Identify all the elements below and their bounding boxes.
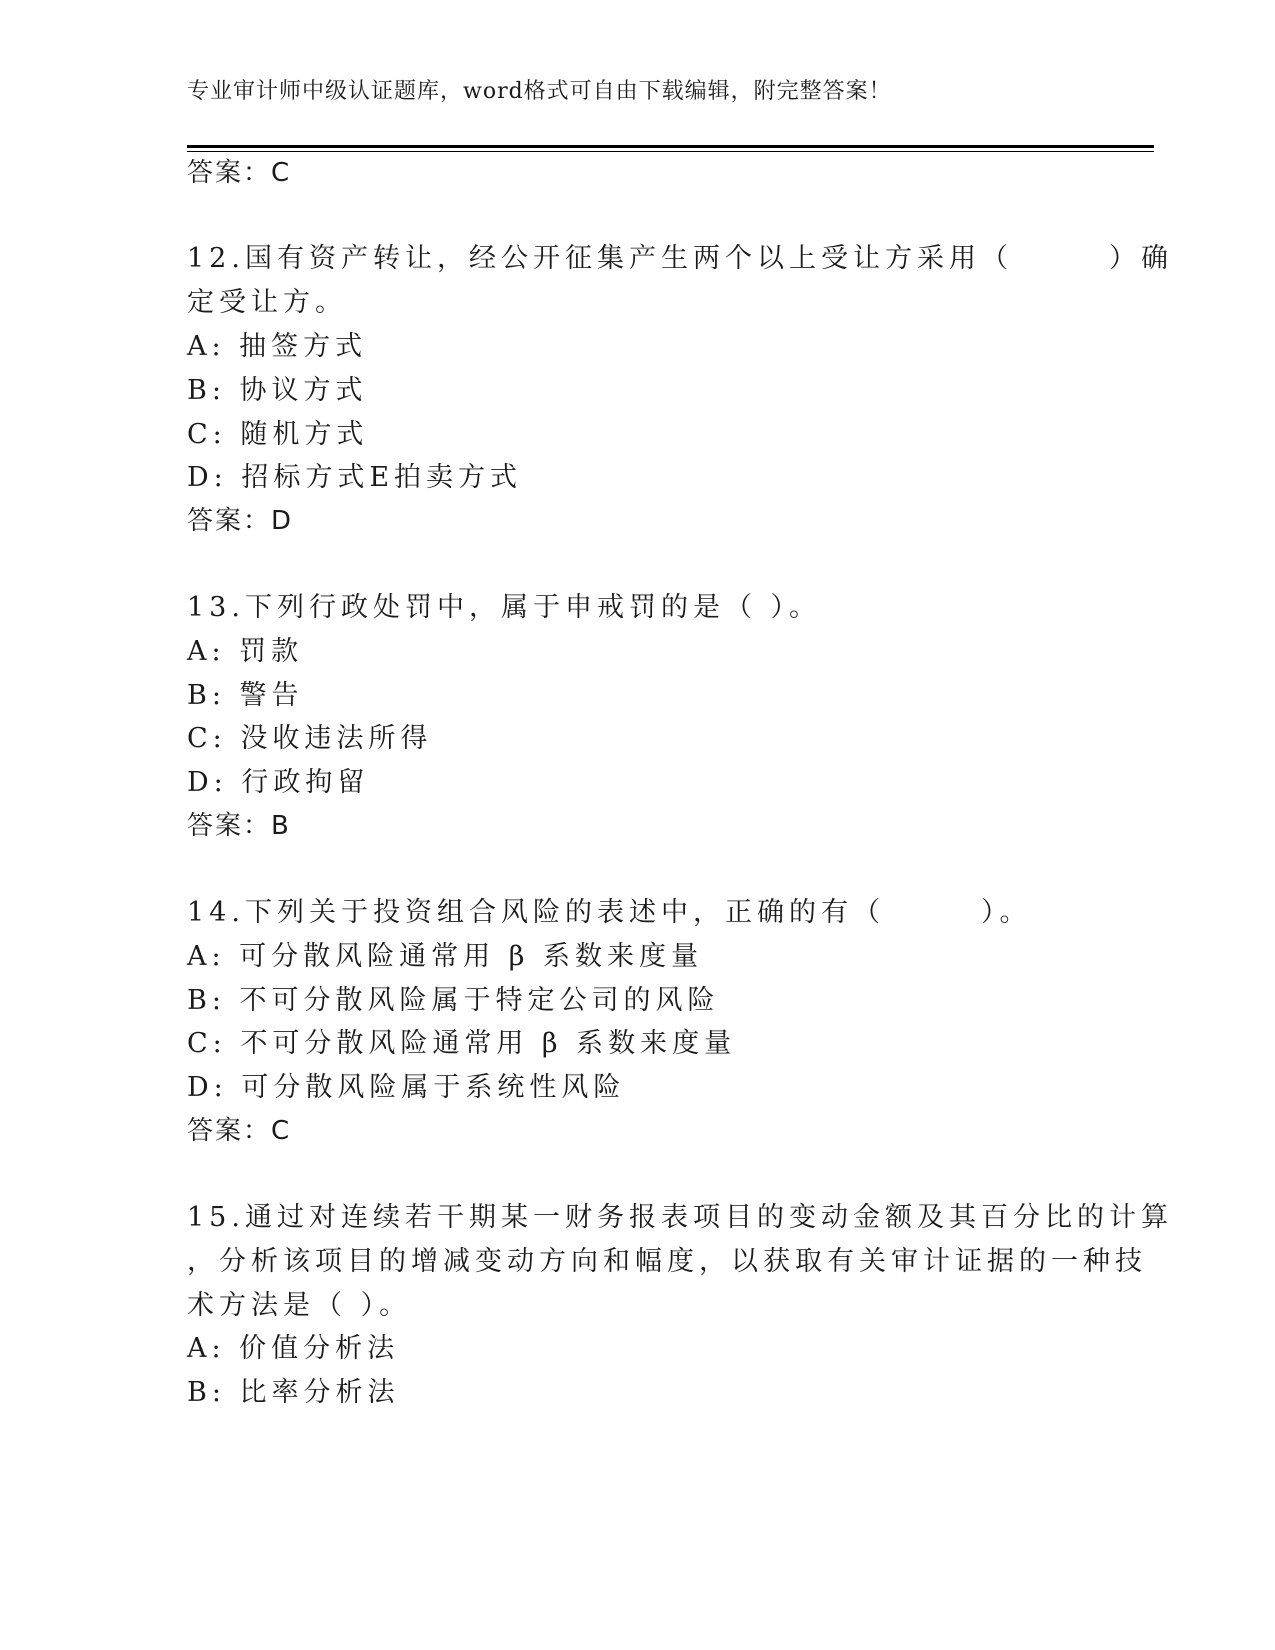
header-rule-thin: [187, 151, 1154, 152]
answer-label: 答案：B: [187, 811, 291, 841]
header-rule-thick: [187, 145, 1154, 148]
option-d: D: 行政拘留: [187, 767, 370, 798]
option-c: C: 没收违法所得: [187, 723, 433, 754]
answer-label: 答案：C: [187, 1116, 292, 1146]
option-b: B: 不可分散风险属于特定公司的风险: [187, 985, 720, 1016]
option-a: A: 罚款: [187, 636, 304, 667]
answer-label: 答案：D: [187, 506, 294, 536]
question-stem: 12.国有资产转让，经公开征集产生两个以上受让方采用（ ）确: [187, 243, 1173, 274]
option-d: D: 可分散风险属于系统性风险: [187, 1072, 626, 1103]
question-stem: 定受让方。: [187, 287, 347, 318]
option-b: B: 比率分析法: [187, 1377, 400, 1408]
option-c: C: 随机方式: [187, 419, 369, 450]
question-stem: 14.下列关于投资组合风险的表述中，正确的有（ ）。: [187, 897, 1032, 928]
question-stem: ，分析该项目的增减变动方向和幅度，以获取有关审计证据的一种技: [187, 1246, 1147, 1277]
option-b: B: 协议方式: [187, 375, 368, 406]
option-a: A: 价值分析法: [187, 1333, 400, 1364]
option-c: C: 不可分散风险通常用 β 系数来度量: [187, 1028, 737, 1059]
question-stem: 13.下列行政处罚中，属于申戒罚的是（ ）。: [187, 592, 822, 623]
page-header: 专业审计师中级认证题库，word格式可自由下载编辑，附完整答案！: [187, 79, 892, 104]
option-d: D: 招标方式E拍卖方式: [187, 462, 523, 493]
answer-label: 答案：C: [187, 158, 292, 188]
option-a: A: 抽签方式: [187, 331, 368, 362]
option-b: B: 警告: [187, 680, 304, 711]
question-stem: 术方法是（ ）。: [187, 1290, 412, 1321]
question-stem: 15.通过对连续若干期某一财务报表项目的变动金额及其百分比的计算: [187, 1202, 1173, 1233]
option-a: A: 可分散风险通常用 β 系数来度量: [187, 941, 703, 972]
